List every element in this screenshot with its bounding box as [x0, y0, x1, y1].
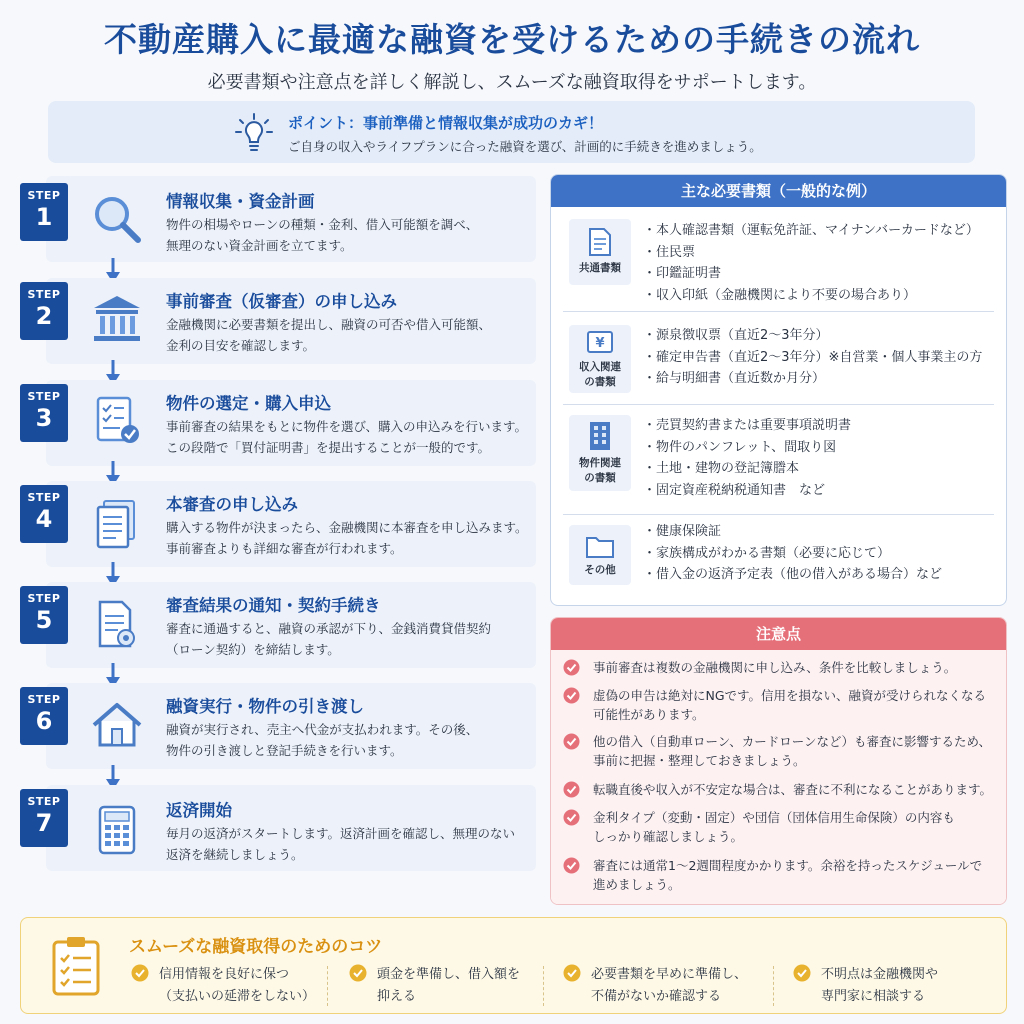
- step-label: STEP: [27, 491, 61, 504]
- step-label: STEP: [27, 390, 61, 403]
- check-circle-icon: [131, 964, 149, 982]
- caution-text: 審査には通常1〜2週間程度かかります。余裕を持ったスケジュールで 進めましょう。: [593, 858, 983, 892]
- tip-text: 必要書類を早めに準備し、 不備がないか確認する: [591, 967, 748, 1004]
- doc-category-label: 共通書類: [579, 262, 621, 274]
- caution-panel: [550, 617, 1007, 905]
- page-title: 不動産購入に最適な融資を受けるための手続きの流れ: [104, 20, 920, 59]
- point-box: [48, 101, 975, 163]
- step-title: 融資実行・物件の引き渡し: [166, 697, 364, 716]
- doc-category-label-2: の書類: [584, 376, 616, 388]
- required-documents-panel: [550, 174, 1007, 606]
- divider: [563, 514, 994, 515]
- clipboard-icon: [51, 934, 101, 996]
- caution-text: 事前審査は複数の金融機関に申し込み、条件を比較しましょう。: [593, 660, 957, 675]
- step-title: 物件の選定・購入申込: [166, 394, 331, 413]
- caution-title: 注意点: [551, 618, 1006, 650]
- folder-icon: [585, 533, 615, 559]
- step-card-2: [27, 278, 536, 364]
- doc-category-label: その他: [584, 564, 616, 576]
- contract-icon: [90, 598, 144, 652]
- check-circle-icon: [563, 964, 581, 982]
- svg-text:¥: ¥: [595, 336, 605, 351]
- divider: [563, 404, 994, 405]
- checklist-icon: [90, 394, 144, 448]
- step-number: 3: [35, 404, 53, 432]
- doc-items: ・健康保険証 ・家族構成がわかる書類（必要に応じて） ・借入金の返済予定表（他の借入がある場合）など: [643, 524, 943, 582]
- step-desc: 物件の相場やローンの種類・金利、借入可能額を調べ、 無理のない資金計画を立てます。: [166, 217, 479, 253]
- point-title: ポイント：事前準備と情報収集が成功のカギ！: [288, 114, 604, 132]
- step-card-4: [27, 481, 536, 567]
- tip-text: 信用情報を良好に保つ （支払いの延滞をしない）: [159, 967, 316, 1004]
- check-circle-icon: [563, 857, 580, 874]
- lightbulb-icon: [234, 112, 274, 154]
- step-label: STEP: [27, 189, 61, 202]
- magnifier-icon: [90, 192, 144, 246]
- check-circle-icon: [349, 964, 367, 982]
- doc-category-label: 物件関連: [579, 457, 621, 469]
- doc-category-label-2: の書類: [584, 472, 616, 484]
- step-number: 1: [35, 203, 53, 231]
- step-desc: 審査に通過すると、融資の承認が下り、金銭消費貸借契約 （ローン契約）を締結します。: [166, 621, 492, 657]
- caution-text: 転職直後や収入が不安定な場合は、審査に不利になることがあります。: [593, 782, 993, 797]
- divider: [327, 966, 328, 1006]
- documents-title: 主な必要書類（一般的な例）: [551, 175, 1006, 207]
- check-circle-icon: [563, 809, 580, 826]
- yen-icon: [586, 330, 614, 356]
- step-desc: 購入する物件が決まったら、金融機関に本審査を申し込みます。 事前審査よりも詳細な審査が行われます。: [166, 520, 528, 556]
- tips-box: [20, 917, 1007, 1014]
- step-label: STEP: [27, 693, 61, 706]
- step-desc: 金融機関に必要書類を提出し、融資の可否や借入可能額、 金利の目安を確認します。: [166, 317, 492, 353]
- check-circle-icon: [563, 687, 580, 704]
- step-desc: 事前審査の結果をもとに物件を選び、購入の申込みを行います。 この段階で「買付証明書」を提出することが一般的です。: [166, 419, 528, 455]
- step-title: 審査結果の通知・契約手続き: [166, 596, 381, 615]
- step-badge: [20, 789, 68, 847]
- step-desc: 融資が実行され、売主へ代金が支払われます。その後、 物件の引き渡しと登記手続きを行います。: [166, 722, 479, 758]
- step-number: 5: [35, 606, 53, 634]
- step-card-1: [27, 176, 536, 262]
- check-circle-icon: [563, 781, 580, 798]
- calculator-icon: [90, 803, 144, 857]
- caution-text: 他の借入（自動車ローン、カードローンなど）も審査に影響するため、 事前に把握・整理しておきましょう。: [593, 734, 992, 768]
- step-title: 本審査の申し込み: [166, 495, 298, 514]
- doc-category-label: 収入関連: [579, 361, 621, 373]
- step-title: 情報収集・資金計画: [166, 192, 315, 211]
- doc-category: [569, 325, 631, 393]
- step-number: 6: [35, 707, 53, 735]
- documents-icon: [90, 497, 144, 551]
- doc-category: [569, 415, 631, 491]
- doc-items: ・本人確認書類（運転免許証、マイナンバーカードなど） ・住民票 ・印鑑証明書 ・収入印紙（金融機関により不要の場合あり）: [643, 223, 979, 303]
- step-card-3: [27, 380, 536, 466]
- step-badge: [20, 485, 68, 543]
- step-badge: [20, 384, 68, 442]
- document-icon: [587, 227, 613, 257]
- doc-items: ・売買契約書または重要事項説明書 ・物件のパンフレット、間取り図 ・土地・建物の登記簿謄本 ・固定資産税納税通知書 など: [643, 418, 852, 498]
- step-card-5: [27, 582, 536, 668]
- step-card-6: [27, 683, 536, 769]
- doc-category: [569, 219, 631, 285]
- step-label: STEP: [27, 592, 61, 605]
- step-badge: [20, 687, 68, 745]
- tip-text: 不明点は金融機関や 専門家に相談する: [821, 967, 939, 1004]
- step-label: STEP: [27, 288, 61, 301]
- house-icon: [90, 699, 144, 753]
- divider: [563, 311, 994, 312]
- tips-title: スムーズな融資取得のためのコツ: [129, 937, 383, 957]
- page-subtitle: 必要書類や注意点を詳しく解説し、スムーズな融資取得をサポートします。: [207, 72, 817, 93]
- step-label: STEP: [27, 795, 61, 808]
- doc-category: [569, 525, 631, 585]
- check-circle-icon: [793, 964, 811, 982]
- caution-text: 金利タイプ（変動・固定）や団信（団体信用生命保険）の内容も しっかり確認しましょう。: [593, 810, 955, 844]
- doc-items: ・源泉徴収票（直近2〜3年分） ・確定申告書（直近2〜3年分）※自営業・個人事業主の方 ・給与明細書（直近数か月分）: [643, 328, 983, 386]
- step-badge: [20, 183, 68, 241]
- step-title: 返済開始: [166, 801, 232, 820]
- building-icon: [587, 420, 613, 452]
- step-badge: [20, 282, 68, 340]
- point-text: ご自身の収入やライフプランに合った融資を選び、計画的に手続きを進めましょう。: [288, 139, 762, 154]
- step-number: 2: [35, 302, 53, 330]
- divider: [773, 966, 774, 1006]
- divider: [543, 966, 544, 1006]
- check-circle-icon: [563, 659, 580, 676]
- tip-text: 頭金を準備し、借入額を 抑える: [377, 967, 521, 1004]
- check-circle-icon: [563, 733, 580, 750]
- step-card-7: [27, 785, 536, 871]
- step-desc: 毎月の返済がスタートします。返済計画を確認し、無理のない 返済を継続しましょう。: [166, 826, 516, 862]
- caution-text: 虚偽の申告は絶対にNGです。信用を損ない、融資が受けられなくなる 可能性があります。: [593, 688, 987, 722]
- step-badge: [20, 586, 68, 644]
- caution-body: [551, 650, 1007, 905]
- step-title: 事前審査（仮審査）の申し込み: [166, 292, 397, 311]
- step-number: 4: [35, 505, 53, 533]
- bank-icon: [90, 292, 144, 346]
- step-number: 7: [35, 809, 53, 837]
